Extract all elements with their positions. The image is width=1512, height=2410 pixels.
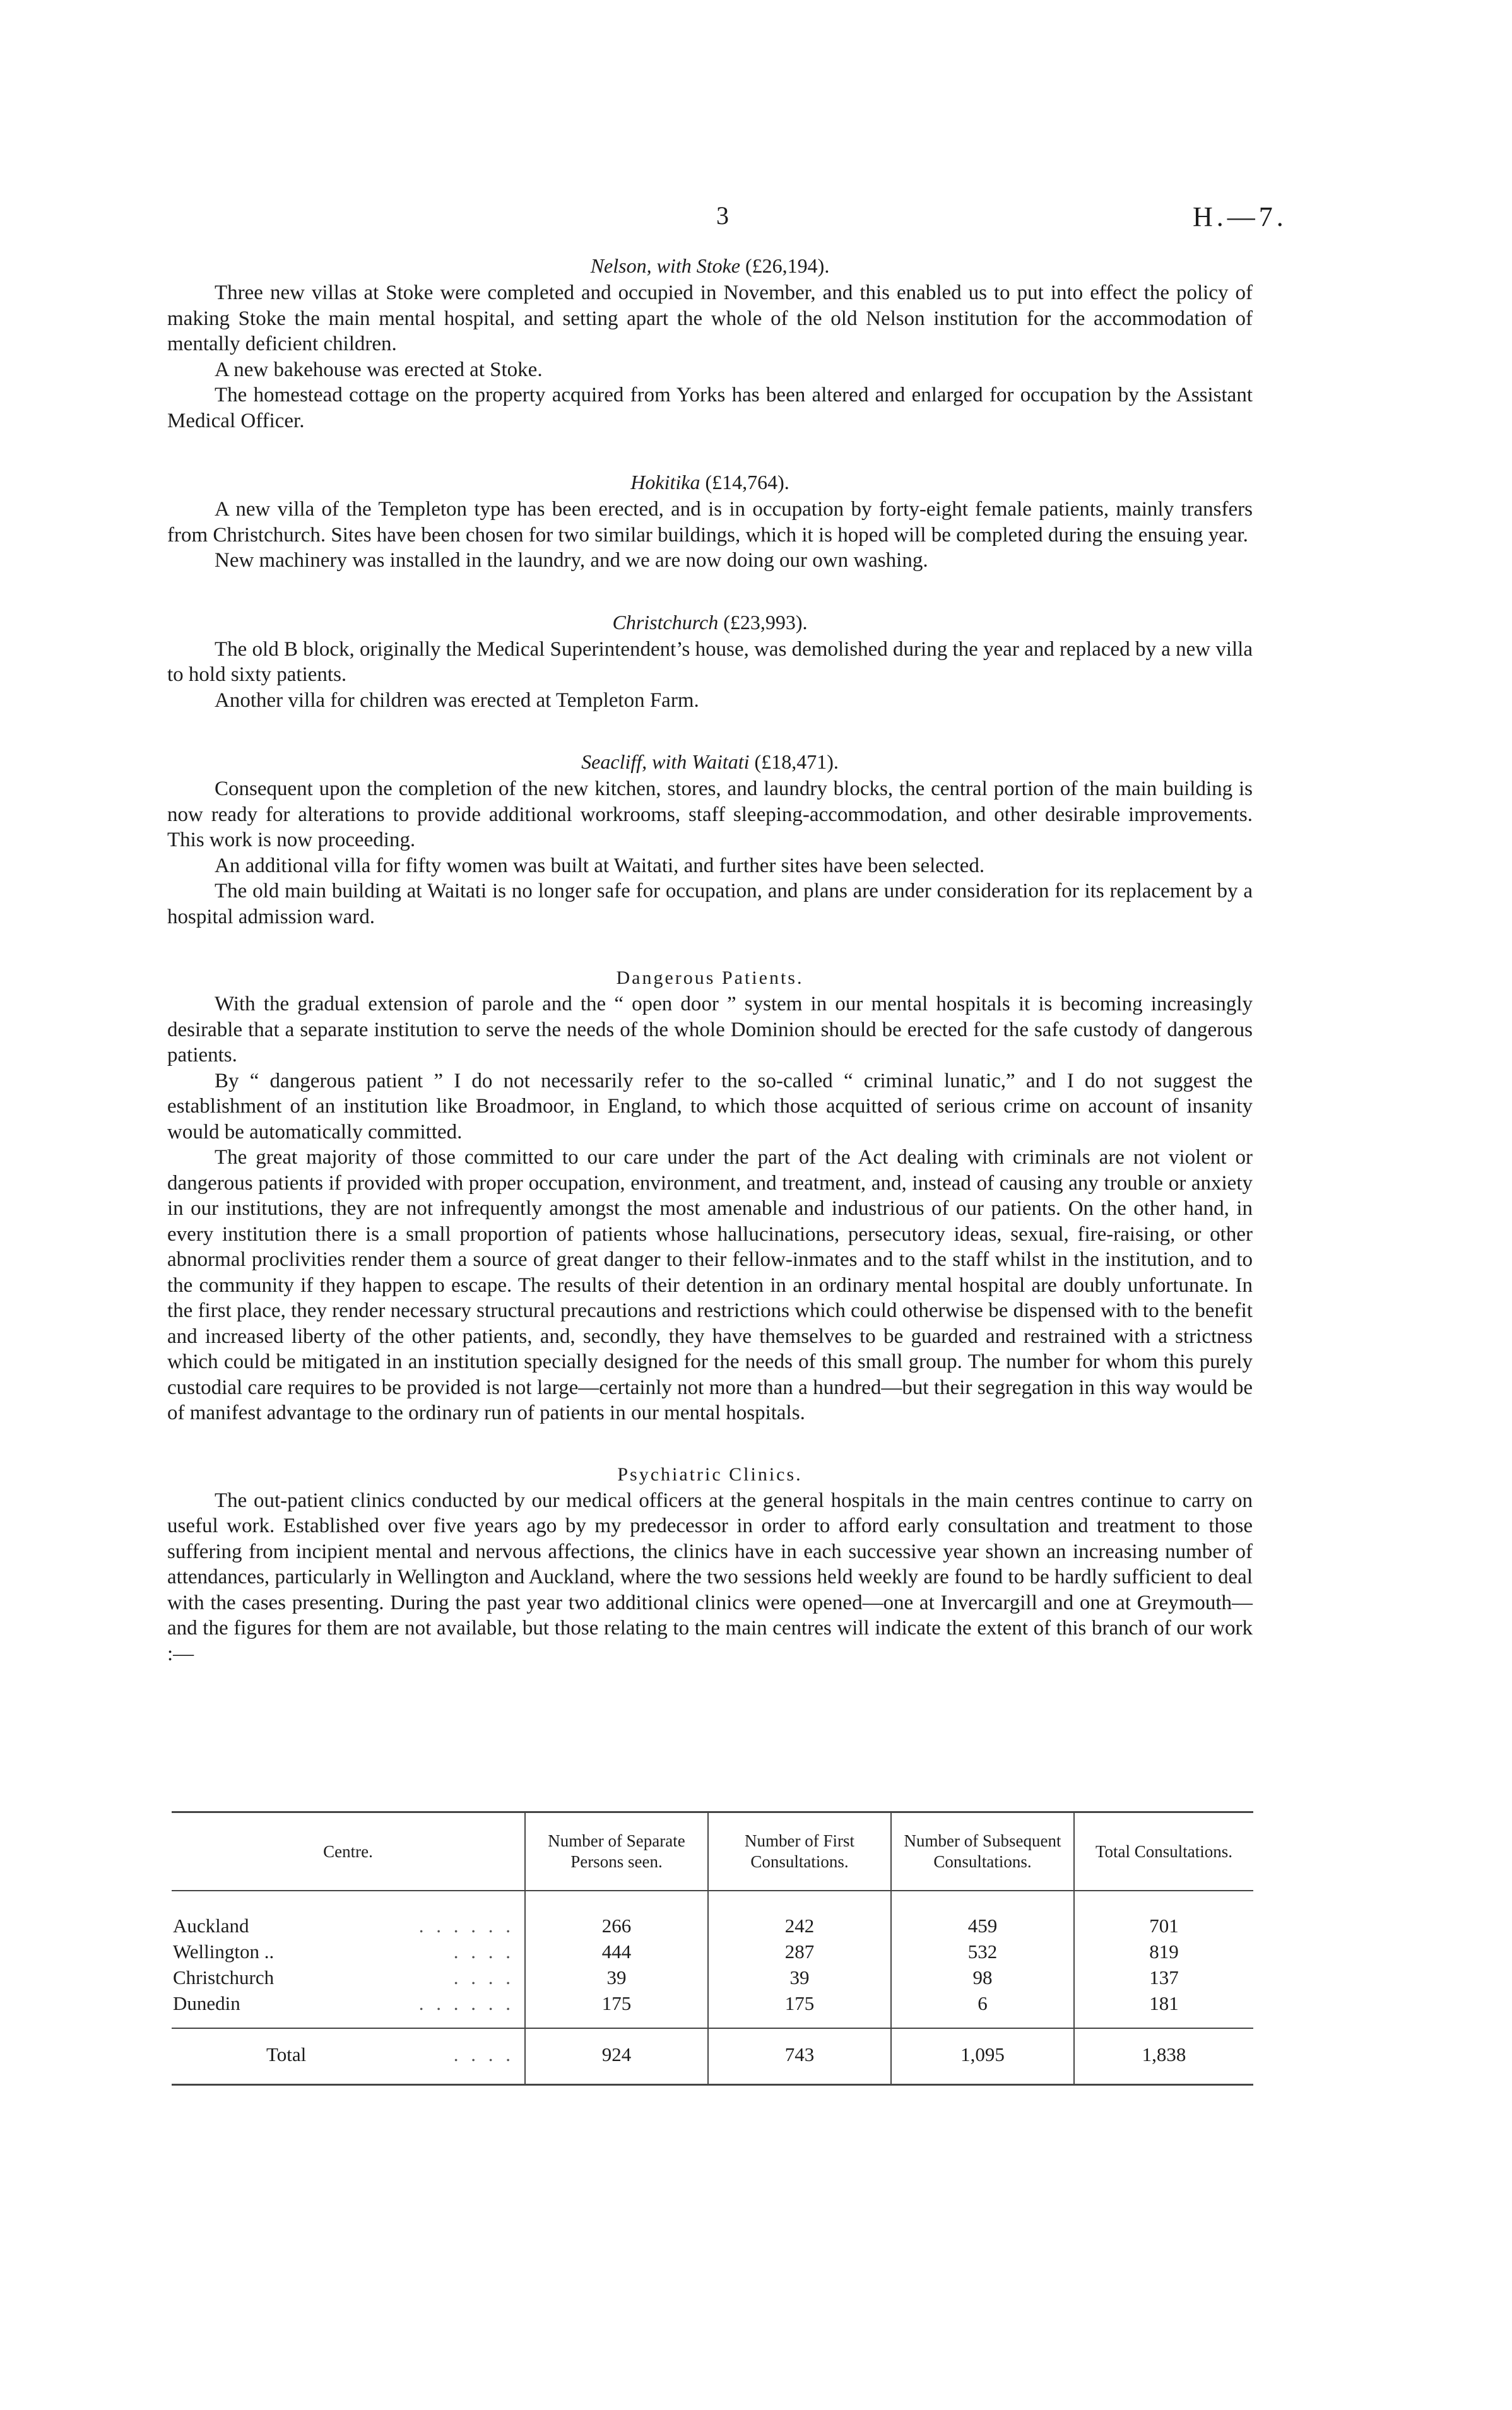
first-cell: 242 xyxy=(708,1891,891,1939)
persons-cell: 266 xyxy=(525,1891,708,1939)
total-cell: 701 xyxy=(1074,1891,1253,1939)
first-total: 743 xyxy=(708,2028,891,2085)
table-total-row xyxy=(172,2028,1253,2085)
page-number: 3 xyxy=(716,201,729,230)
table-row xyxy=(172,1891,1253,1939)
header-subsequent-consultations: Number of Subsequent Consultations. xyxy=(891,1812,1074,1891)
header-separate-persons: Number of Separate Persons seen. xyxy=(525,1812,708,1891)
first-cell: 39 xyxy=(708,1964,891,1990)
paragraph: New machinery was installed in the laundry, and we are now doing our own washing. xyxy=(215,549,928,572)
dot-leader: . . . . xyxy=(453,2043,514,2065)
persons-total: 924 xyxy=(525,2028,708,2085)
centre-name: Wellington .. xyxy=(173,1940,275,1963)
paragraph: With the gradual extension of parole and the “ open door ” system in our mental hospitals it is becoming increasingly desirable that a separate institution to serve the needs of the whole Dominion should be erected for the safe custody of dangerous patients. xyxy=(167,993,1253,1066)
paragraph: An additional villa for fifty women was built at Waitati, and further sites have been selected. xyxy=(215,854,985,877)
paragraph: The out-patient clinics conducted by our medical officers at the general hospitals in the main centres continue to carry on useful work. Established over five years ago by my predecessor in order to afford early consultation and treatment to those suffering from incipient mental and nervous affections, the clinics have in each successive year shown an increasing number of attendances, particularly in Wellington and Auckland, where the two sessions held weekly are found to be hardly sufficient to deal with the cases presenting. During the past year two additional clinics were opened—one at Invercargill and one at Greymouth—and the figures for them are not available, but those relating to the main centres will indicate the extent of this branch of our work :— xyxy=(167,1489,1253,1665)
section-heading-hokitika xyxy=(167,469,1253,495)
paragraph: The old main building at Waitati is no longer safe for occupation, and plans are under consideration for its replacement by a hospital admission ward. xyxy=(167,880,1253,928)
heading-place: Christchurch xyxy=(612,610,719,634)
subsequent-cell: 6 xyxy=(891,1990,1074,2028)
heading-place: Nelson, with Stoke xyxy=(590,254,740,277)
grand-total: 1,838 xyxy=(1074,2028,1253,2085)
paragraph: A new bakehouse was erected at Stoke. xyxy=(215,358,543,381)
subsequent-cell: 532 xyxy=(891,1939,1074,1964)
section-heading-psychiatric-clinics: Psychiatric Clinics. xyxy=(617,1463,803,1485)
persons-cell: 444 xyxy=(525,1939,708,1964)
paragraph: By “ dangerous patient ” I do not necessarily refer to the so-called “ criminal lunatic,” and I do not suggest the establishment of an institution like Broadmoor, in England, to which those acquitted of serious crime on account of insanity would be automatically committed. xyxy=(167,1069,1253,1143)
total-cell: 819 xyxy=(1074,1939,1253,1964)
table-header-row xyxy=(172,1812,1253,1891)
total-cell: 181 xyxy=(1074,1990,1253,2028)
section-heading-nelson xyxy=(167,252,1253,279)
header-first-consultations: Number of First Consultations. xyxy=(708,1812,891,1891)
centre-name: Christchurch xyxy=(173,1966,275,1988)
document-body xyxy=(167,252,1253,1667)
first-cell: 287 xyxy=(708,1939,891,1964)
paragraph: The great majority of those committed to our care under the part of the Act dealing with criminals are not violent or dangerous patients if provided with proper occupation, environment, and treatment, and, instead of causing any trouble or anxiety in our institutions, they are not infrequently amongst the most amenable and industrious of our patients. On the other hand, in every institution there is a small proportion of patients whose hallucinations, persecutory ideas, sexual, fire-raising, or other abnormal proclivities render them a source of great danger to their fellow-inmates and to the staff whilst in the institution, and to the community if they happen to escape. The results of their detention in an ordinary mental hospital are doubly unfortunate. In the first place, they render necessary structural precautions and restrictions which could otherwise be dispensed with to the benefit and increased liberty of the other patients, and, secondly, they have themselves to be guarded and restrained with a strictness which could be mitigated in an institution specially designed for the needs of this small group. The number for whom this purely custodial care requires to be provided is not large—certainly not more than a hundred—but their segregation in this way would be of manifest advantage to the ordinary run of patients in our mental hospitals. xyxy=(167,1146,1253,1424)
centre-name: Dunedin xyxy=(173,1992,240,2014)
paragraph: Another villa for children was erected at Templeton Farm. xyxy=(215,688,699,712)
heading-place: Hokitika xyxy=(630,471,700,493)
paragraph: The old B block, originally the Medical Superintendent’s house, was demolished during the year and replaced by a new villa to hold sixty patients. xyxy=(167,637,1253,686)
paragraph: Consequent upon the completion of the new kitchen, stores, and laundry blocks, the central portion of the main building is now ready for alterations to provide additional workrooms, staff sleeping-accommodation, and other desirable improvements. This work is now proceeding. xyxy=(167,777,1253,851)
paragraph: The homestead cottage on the property acquired from Yorks has been altered and enlarged for occupation by the Assistant Medical Officer. xyxy=(167,384,1253,432)
heading-amount: (£26,194). xyxy=(745,254,830,277)
total-cell: 137 xyxy=(1074,1964,1253,1990)
table-row xyxy=(172,1964,1253,1990)
total-label: Total xyxy=(266,2043,307,2065)
centre-name: Auckland xyxy=(173,1915,249,1937)
header-centre: Centre. xyxy=(172,1812,525,1891)
section-heading-dangerous-patients: Dangerous Patients. xyxy=(616,967,804,988)
section-heading-seacliff xyxy=(167,748,1253,775)
paragraph: A new villa of the Templeton type has been erected, and is in occupation by forty-eight female patients, mainly transfers from Christchurch. Sites have been chosen for two similar buildings, which it is hoped will be completed during the ensuing year. xyxy=(167,498,1253,546)
dot-leader: . . . . xyxy=(453,1966,514,1988)
dot-leader: . . . . xyxy=(453,1940,514,1963)
clinics-table xyxy=(172,1811,1253,2086)
dot-leader: . . . . . . xyxy=(418,1915,514,1937)
header-total-consultations: Total Consultations. xyxy=(1074,1812,1253,1891)
document-reference: H.—7. xyxy=(1193,201,1287,232)
heading-place: Seacliff, with Waitati xyxy=(581,750,750,773)
subsequent-total: 1,095 xyxy=(891,2028,1074,2085)
persons-cell: 175 xyxy=(525,1990,708,2028)
table-row xyxy=(172,1990,1253,2028)
section-heading-christchurch xyxy=(167,609,1253,635)
table-row xyxy=(172,1939,1253,1964)
heading-amount: (£18,471). xyxy=(754,750,839,773)
heading-amount: (£23,993). xyxy=(723,610,808,634)
paragraph: Three new villas at Stoke were completed and occupied in November, and this enabled us to put into effect the policy of making Stoke the main mental hospital, and setting apart the whole of the old Nelson institution for the accommodation of mentally deficient children. xyxy=(167,281,1253,355)
dot-leader: . . . . . . xyxy=(418,1992,514,2014)
persons-cell: 39 xyxy=(525,1964,708,1990)
first-cell: 175 xyxy=(708,1990,891,2028)
heading-amount: (£14,764). xyxy=(705,471,789,493)
subsequent-cell: 459 xyxy=(891,1891,1074,1939)
subsequent-cell: 98 xyxy=(891,1964,1074,1990)
